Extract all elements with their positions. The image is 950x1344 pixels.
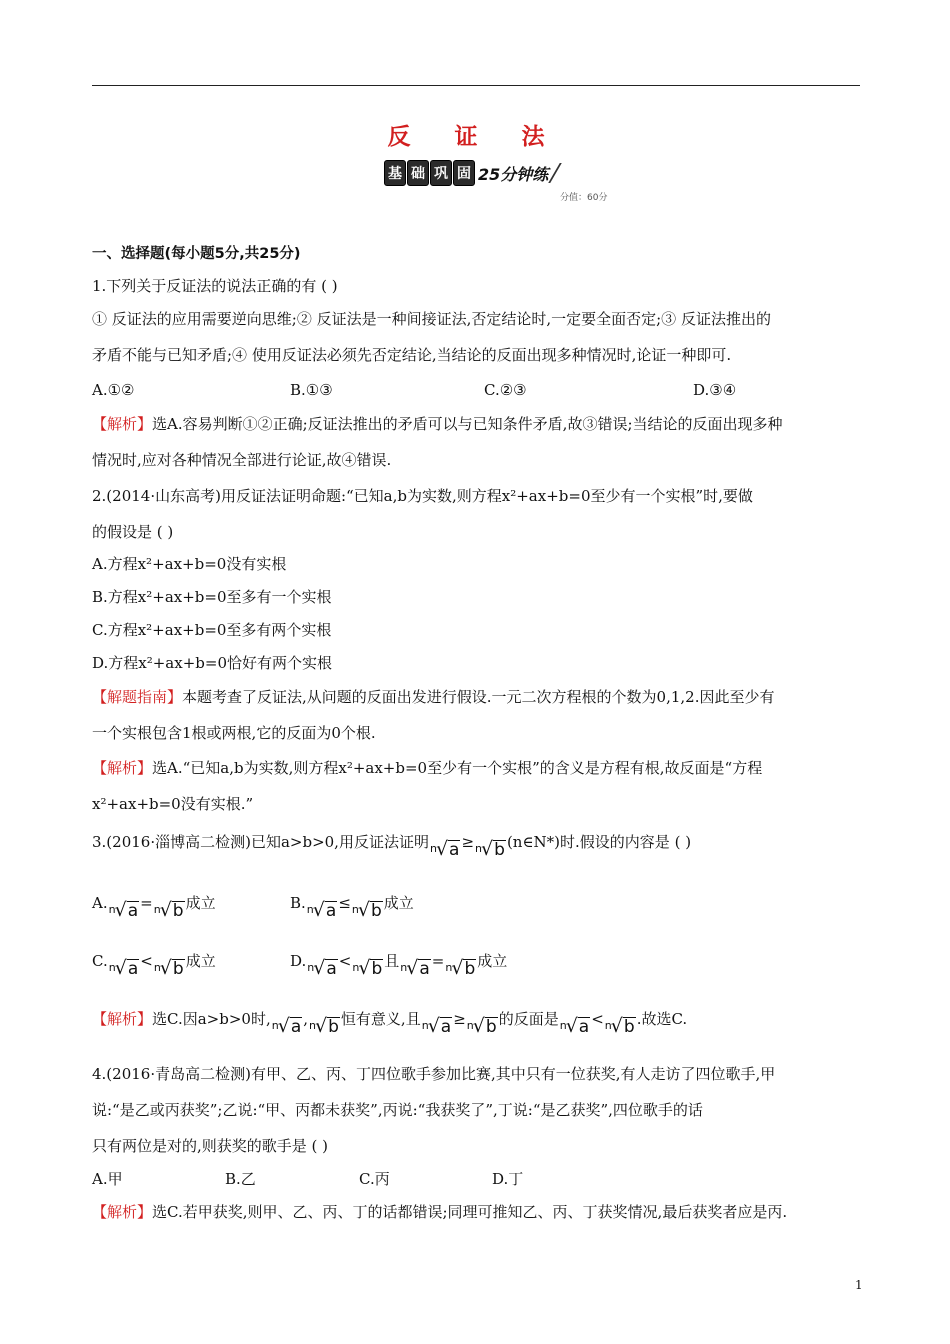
q2-option-b: B.方程x²+ax+b=0至多有一个实根 <box>92 588 332 606</box>
banner-suffix: 25分钟练 <box>478 164 549 184</box>
page-number: 1 <box>855 1278 863 1292</box>
q1-stem: 1.下列关于反证法的说法正确的有 ( ) <box>92 277 338 295</box>
header-rule <box>92 85 860 86</box>
nth-root-a: n √ a <box>306 899 337 921</box>
banner-box: 固 <box>453 160 475 186</box>
q1-option-c: C.②③ <box>484 381 527 399</box>
q4-option-a: A.甲 <box>92 1170 123 1188</box>
analysis-text: 选C.若甲获奖,则甲、乙、丙、丁的话都错误;同理可推知乙、丙、丁获奖情况,最后获奖者应是丙. <box>152 1203 788 1221</box>
nth-root-a: n √ a <box>421 1015 452 1037</box>
q1-option-a: A.①② <box>92 381 135 399</box>
analysis-tag: 【解析】 <box>92 759 153 777</box>
nth-root-a: n √ a <box>271 1015 302 1037</box>
nth-root-a: n √ a <box>307 957 337 979</box>
analysis-tag: 【解析】 <box>92 1010 153 1028</box>
banner-box: 巩 <box>430 160 452 186</box>
q2-guide <box>92 687 775 707</box>
q4-stem: 只有两位是对的,则获奖的歌手是 ( ) <box>92 1137 329 1155</box>
q3-option-c: C. n √ a < n √ b 成立 <box>92 952 216 979</box>
guide-text: 本题考查了反证法,从问题的反面出发进行假设.一元二次方程根的个数为0,1,2.因此至少有 <box>182 688 775 706</box>
nth-root-a: n √ a <box>400 957 430 979</box>
analysis-text: 选A.容易判断①②正确;反证法推出的矛盾可以与已知条件矛盾,故③错误;当结论的反面出现多种 <box>152 415 783 433</box>
q1-body: ① 反证法的应用需要逆向思维;② 反证法是一种间接证法,否定结论时,一定要全面否定;③ 反证法推出的 <box>92 310 771 328</box>
q1-analysis <box>92 414 783 434</box>
section-heading: 一、选择题(每小题5分,共25分) <box>92 246 301 262</box>
nth-root-a: n √ a <box>108 899 139 921</box>
q2-stem: 的假设是 ( ) <box>92 523 174 541</box>
q1-body: 矛盾不能与已知矛盾;④ 使用反证法必须先否定结论,当结论的反面出现多种情况时,论证一种即可. <box>92 346 732 364</box>
q2-analysis <box>92 758 762 778</box>
q3-analysis: 【解析】选C.因a>b>0时, n √ a , n √ b 恒有意义,且 n √ a ≥ n √ b 的反面是 n √ a < n √ b .故选C. <box>92 1010 688 1037</box>
q3-option-d: D. n √ a < n √ b 且 n √ a = n √ b 成立 <box>290 952 508 979</box>
q4-option-b: B.乙 <box>225 1170 256 1188</box>
score-label: 分值：60分 <box>560 193 608 203</box>
q3-option-a: A. n √ a = n √ b 成立 <box>92 894 216 921</box>
q2-guide: 一个实根包含1根或两根,它的反面为0个根. <box>92 724 376 742</box>
nth-root-b: n √ b <box>153 957 184 979</box>
nth-root-b: n √ b <box>466 1015 497 1037</box>
q3-stem-text: 3.(2016·淄博高二检测)已知a>b>0,用反证法证明 <box>92 833 429 851</box>
q3-stem: 3.(2016·淄博高二检测)已知a>b>0,用反证法证明 n √ a ≥ n √ b (n∈N*)时.假设的内容是 ( ) <box>92 833 692 860</box>
q1-option-d: D.③④ <box>693 381 737 399</box>
q2-stem: 2.(2014·山东高考)用反证法证明命题:“已知a,b为实数,则方程x²+ax+b=0至少有一个实根”时,要做 <box>92 487 753 505</box>
q2-option-c: C.方程x²+ax+b=0至多有两个实根 <box>92 621 332 639</box>
q3-stem-text: (n∈N*)时.假设的内容是 ( ) <box>506 833 692 851</box>
analysis-tag: 【解析】 <box>92 415 153 433</box>
nth-root-a: n √ a <box>108 957 139 979</box>
analysis-text: 选A.“已知a,b为实数,则方程x²+ax+b=0至少有一个实根”的含义是方程有根,故反面是“方程 <box>152 759 763 777</box>
nth-root-b: n √ b <box>475 838 505 860</box>
nth-root-b: n √ b <box>351 899 382 921</box>
q4-analysis <box>92 1202 787 1222</box>
section-banner <box>384 160 556 186</box>
page-title: 反 证 法 <box>387 124 563 150</box>
analysis-tag: 【解析】 <box>92 1203 153 1221</box>
q4-stem: 4.(2016·青岛高二检测)有甲、乙、丙、丁四位歌手参加比赛,其中只有一位获奖,有人走访了四位歌手,甲 <box>92 1065 776 1083</box>
nth-root-a: n √ a <box>559 1015 590 1037</box>
nth-root-b: n √ b <box>445 957 476 979</box>
q4-option-d: D.丁 <box>492 1170 524 1188</box>
banner-slash-icon <box>549 163 563 183</box>
banner-box: 础 <box>407 160 429 186</box>
nth-root-b: n √ b <box>604 1015 635 1037</box>
q4-stem: 说:“是乙或丙获奖”;乙说:“甲、丙都未获奖”,丙说:“我获奖了”,丁说:“是乙获奖”,四位歌手的话 <box>92 1101 703 1119</box>
q1-option-b: B.①③ <box>290 381 333 399</box>
q2-analysis: x²+ax+b=0没有实根.” <box>92 795 254 813</box>
q4-option-c: C.丙 <box>359 1170 390 1188</box>
nth-root-b: n √ b <box>309 1015 339 1037</box>
q1-analysis: 情况时,应对各种情况全部进行论证,故④错误. <box>92 451 392 469</box>
nth-root-a: n √ a <box>429 838 460 860</box>
banner-box: 基 <box>384 160 406 186</box>
nth-root-b: n √ b <box>153 899 184 921</box>
q2-option-a: A.方程x²+ax+b=0没有实根 <box>92 555 287 573</box>
guide-tag: 【解题指南】 <box>92 688 183 706</box>
nth-root-b: n √ b <box>352 957 383 979</box>
q3-option-b: B. n √ a ≤ n √ b 成立 <box>290 894 414 921</box>
q2-option-d: D.方程x²+ax+b=0恰好有两个实根 <box>92 654 332 672</box>
